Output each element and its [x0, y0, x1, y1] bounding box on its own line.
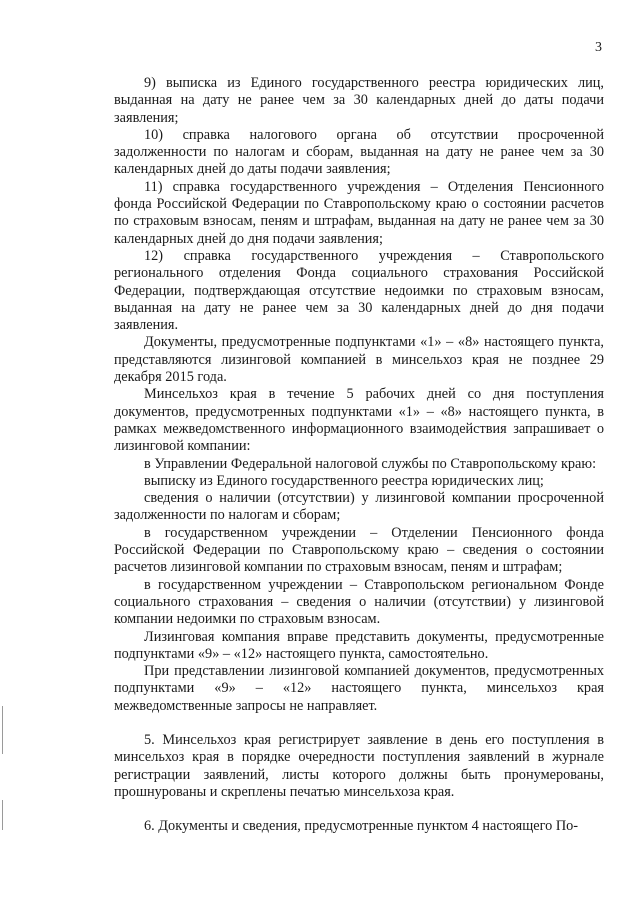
paragraph-item-12: 12) справка государственного учреждения – Ставропольского регионального отделения Фонда социального страхования Российской Федерации, подтверждающая отсутствие недоимки по страховым взносам, выданная на дату не ранее чем за 30 календарных дней до дня подачи заявления. — [114, 247, 604, 334]
paragraph-section-5: 5. Минсельхоз края регистрирует заявление в день его поступления в минсельхоз края в порядке очередности поступления заявлений в журнале регистрации заявлений, листы которого должны быть пронумерованы, прошнурованы и скреплены печатью минсельхоза края. — [114, 731, 604, 800]
scan-edge-mark — [2, 706, 3, 754]
paragraph-tax-debt-info: сведения о наличии (отсутствии) у лизинговой компании просроченной задолженности по налогам и сборам; — [114, 490, 604, 524]
paragraph-item-11: 11) справка государственного учреждения – Отделения Пенсионного фонда Российской Федерации по Ставропольскому краю о состоянии расчетов по страховым взносам, пеням и штрафам, выданная на дату не ранее чем за 30 календарных дней до дня подачи заявления; — [114, 178, 604, 247]
paragraph-registry-extract: выписку из Единого государственного реестра юридических лиц; — [144, 472, 544, 489]
paragraph-pension-fund: в государственном учреждении – Отделении Пенсионного фонда Российской Федерации по Ставропольскому краю – сведения о состоянии расчетов лизинговой компании по страховым взносам, пеням и штрафам; — [114, 524, 604, 576]
paragraph-section-6: 6. Документы и сведения, предусмотренные пунктом 4 настоящего По- — [144, 818, 579, 835]
paragraph-tax-service: в Управлении Федеральной налоговой службы по Ставропольскому краю: — [144, 455, 597, 472]
scan-edge-mark — [2, 800, 3, 830]
paragraph-interagency-request: Минсельхоз края в течение 5 рабочих дней со дня поступления документов, предусмотренных подпунктами «1» – «8» настоящего пункта, в рамках межведомственного информационного взаимодействия запрашивает о лизинговой компании: — [114, 386, 604, 455]
paragraph-item-9: 9) выписка из Единого государственного реестра юридических лиц, выданная на дату не ранее чем за 30 календарных дней до даты подачи заявления; — [114, 75, 604, 126]
page-number: 3 — [595, 40, 602, 55]
paragraph-social-insurance: в государственном учреждении – Ставропольском региональном Фонде социального страхования – сведения о наличии (отсутствии) у лизинговой компании недоимки по страховым взносам. — [114, 576, 604, 628]
paragraph-no-requests: При представлении лизинговой компанией документов, предусмотренных подпунктами «9» – «12» настоящего пункта, минсельхоз края межведомственные запросы не направляет. — [114, 663, 604, 714]
paragraph-item-10: 10) справка налогового органа об отсутствии просроченной задолженности по налогам и сборам, выданная на дату не ранее чем за 30 календарных дней до даты подачи заявления; — [114, 126, 604, 178]
paragraph-deadline: Документы, предусмотренные подпунктами «1» – «8» настоящего пункта, представляются лизинговой компанией в минсельхоз края не позднее 29 декабря 2015 года. — [114, 334, 604, 386]
document-body — [114, 75, 604, 835]
paragraph-self-submission: Лизинговая компания вправе представить документы, предусмотренные подпунктами «9» – «12» настоящего пункта, самостоятельно. — [114, 628, 604, 662]
